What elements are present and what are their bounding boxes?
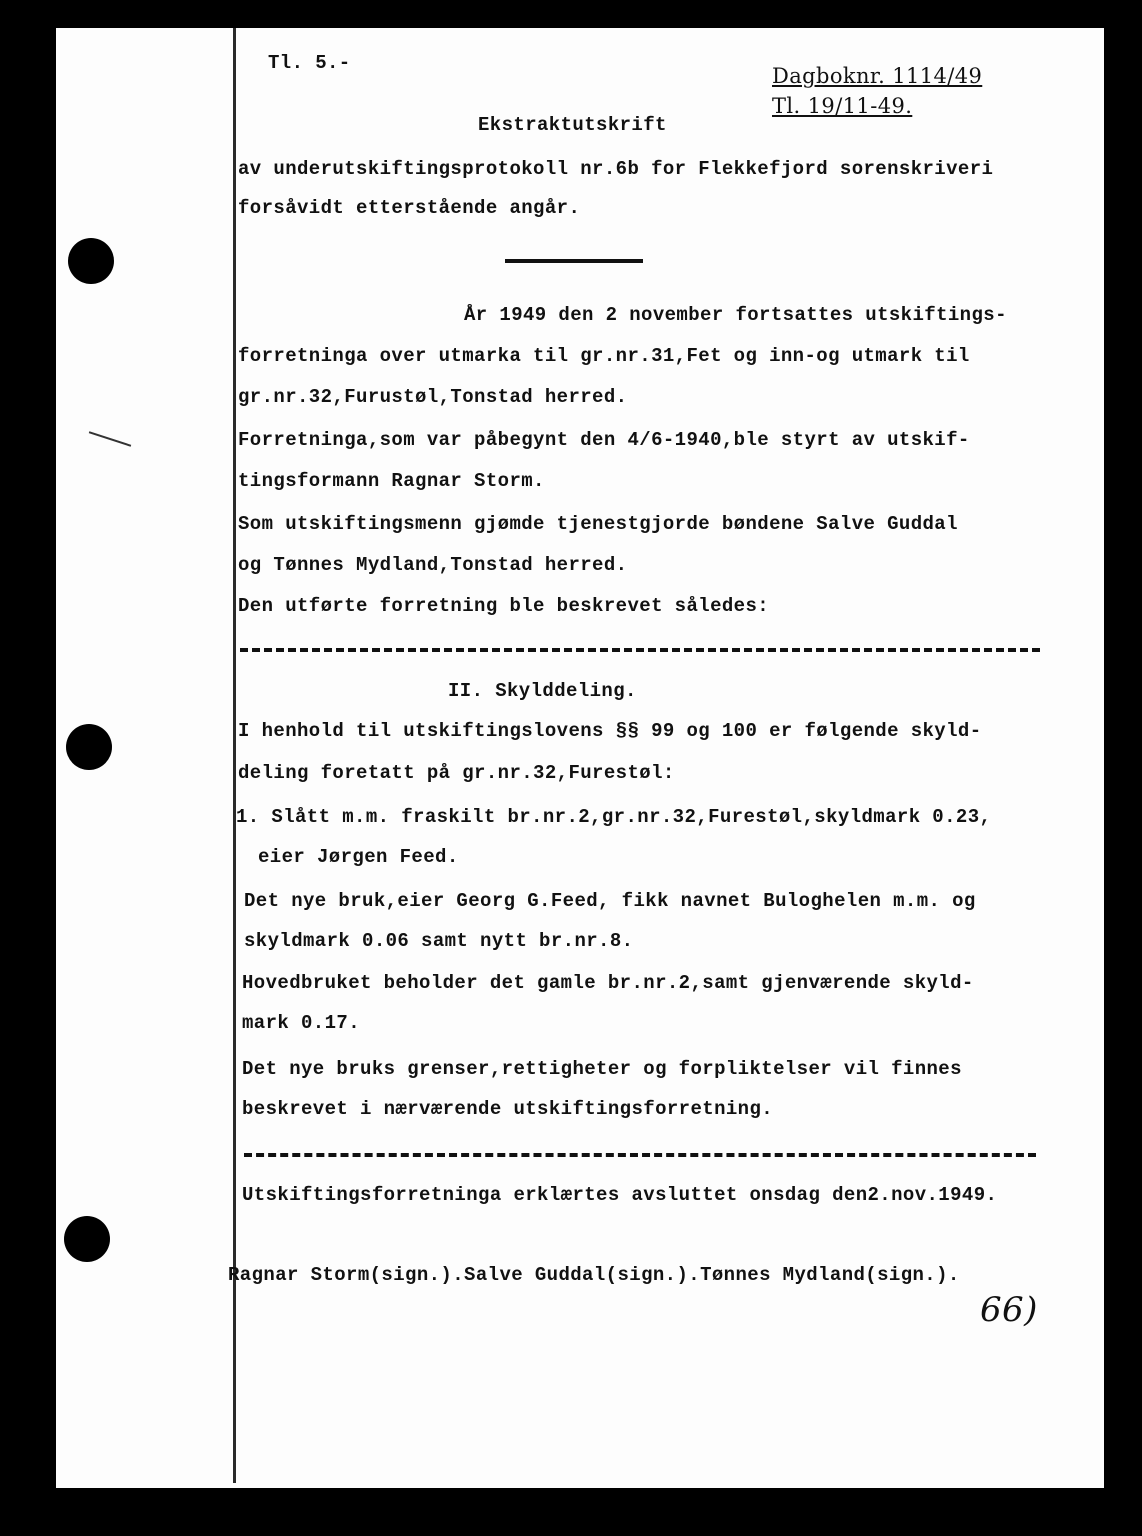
closing-line: Utskiftingsforretninga erklærtes avsluttet onsdag den2.nov.1949. bbox=[242, 1184, 998, 1206]
body-line-1: År 1949 den 2 november fortsattes utskiftings- bbox=[464, 304, 1007, 326]
body-line-4: Forretninga,som var påbegynt den 4/6-1940,ble styrt av utskif- bbox=[238, 429, 970, 451]
left-reference: Tl. 5.- bbox=[268, 52, 351, 74]
tl-date: Tl. 19/11-49. bbox=[772, 94, 913, 118]
body-line-6: Som utskiftingsmenn gjømde tjenestgjorde bøndene Salve Guddal bbox=[238, 513, 958, 535]
separator-rule bbox=[505, 259, 643, 263]
section-line-8: mark 0.17. bbox=[242, 1012, 361, 1034]
body-line-7: og Tønnes Mydland,Tonstad herred. bbox=[238, 554, 628, 576]
section-line-7: Hovedbruket beholder det gamle br.nr.2,samt gjenværende skyld- bbox=[242, 972, 974, 994]
dashed-divider-1 bbox=[240, 648, 1040, 652]
punch-hole-top bbox=[68, 238, 114, 284]
section-line-10: beskrevet i nærværende utskiftingsforretning. bbox=[242, 1098, 774, 1120]
dashed-divider-2 bbox=[244, 1153, 1036, 1157]
diary-number: Dagboknr. 1114/49 bbox=[772, 64, 983, 88]
punch-hole-middle bbox=[66, 724, 112, 770]
section-line-3: 1. Slått m.m. fraskilt br.nr.2,gr.nr.32,Furestøl,skyldmark 0.23, bbox=[236, 806, 992, 828]
body-line-8: Den utførte forretning ble beskrevet således: bbox=[238, 595, 770, 617]
section-line-1: I henhold til utskiftingslovens §§ 99 og 100 er følgende skyld- bbox=[238, 720, 982, 742]
body-line-2: forretninga over utmarka til gr.nr.31,Fet og inn-og utmark til bbox=[238, 345, 970, 367]
section-line-4: eier Jørgen Feed. bbox=[258, 846, 459, 868]
section-title: II. Skylddeling. bbox=[448, 680, 637, 702]
section-line-5: Det nye bruk,eier Georg G.Feed, fikk navnet Buloghelen m.m. og bbox=[244, 890, 976, 912]
intro-line-1: av underutskiftingsprotokoll nr.6b for Flekkefjord sorenskriveri bbox=[238, 158, 994, 180]
signatures-line: Ragnar Storm(sign.).Salve Guddal(sign.).Tønnes Mydland(sign.). bbox=[228, 1264, 960, 1286]
section-line-6: skyldmark 0.06 samt nytt br.nr.8. bbox=[244, 930, 634, 952]
page-number: 66) bbox=[980, 1290, 1038, 1330]
body-line-3: gr.nr.32,Furustøl,Tonstad herred. bbox=[238, 386, 628, 408]
document-title: Ekstraktutskrift bbox=[478, 114, 667, 136]
punch-hole-bottom bbox=[64, 1216, 110, 1262]
intro-line-2: forsåvidt etterstående angår. bbox=[238, 197, 581, 219]
section-line-9: Det nye bruks grenser,rettigheter og forpliktelser vil finnes bbox=[242, 1058, 962, 1080]
section-line-2: deling foretatt på gr.nr.32,Furestøl: bbox=[238, 762, 675, 784]
body-line-5: tingsformann Ragnar Storm. bbox=[238, 470, 545, 492]
